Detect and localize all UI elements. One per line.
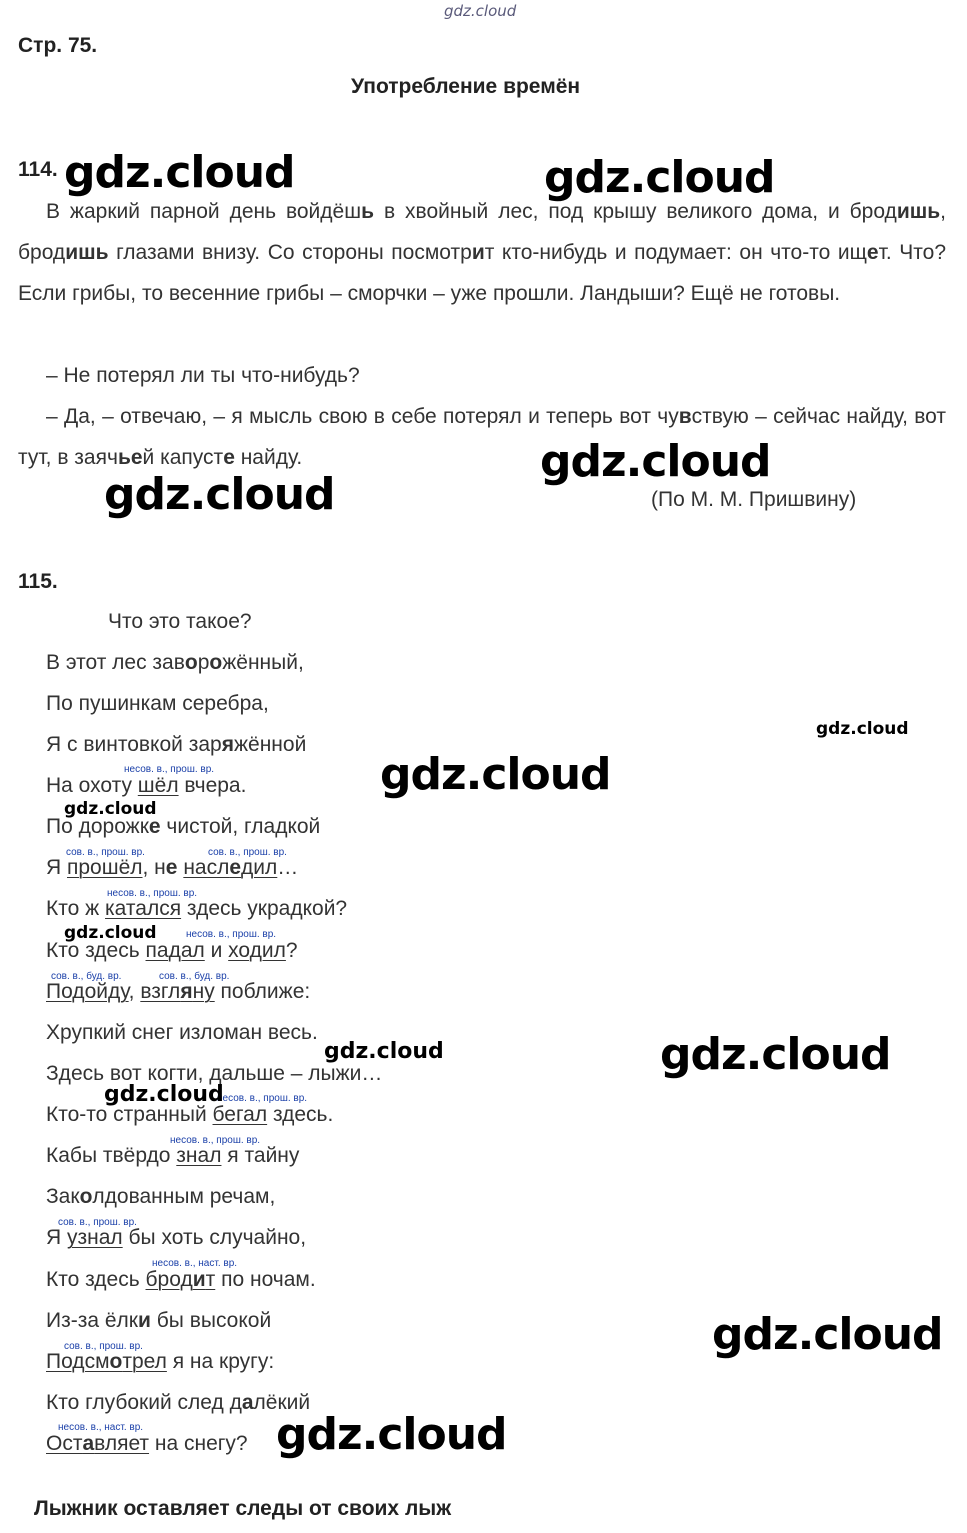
watermark: gdz.cloud	[544, 152, 775, 203]
grammar-note: несов. в., наст. вр.	[58, 1422, 144, 1433]
ex114-dialogue-line: – Не потерял ли ты что-нибудь?	[46, 364, 360, 387]
grammar-note: сов. в., прош. вр.	[66, 847, 145, 858]
top-watermark: gdz.cloud	[444, 2, 517, 20]
grammar-note: несов. в., прош. вр.	[217, 1093, 308, 1104]
poem-line: Кто глубокий след далёкий	[46, 1391, 311, 1414]
poem-line: Подсмотрел я на кругу:	[46, 1350, 275, 1373]
riddle-answer: Лыжник оставляет следы от своих лыж	[34, 1497, 452, 1520]
poem-line: Я узнал бы хоть случайно,	[46, 1226, 307, 1249]
watermark: gdz.cloud	[64, 923, 157, 943]
grammar-note: сов. в., прош. вр.	[58, 1217, 137, 1228]
watermark: gdz.cloud	[64, 147, 295, 198]
ex114-paragraph-1: В жаркий парной день войдёшь в хвойный лес, под крышу великого дома, и бродишь, бродишь глазами внизу. Со стороны посмотрит кто-нибудь и подумает: он что-то ищет. Что? Если грибы, то весенние грибы – сморчки – уже прошли. Ландыши? Ещё не готовы.	[18, 200, 946, 305]
ex114-attribution: (По М. М. Пришвину)	[651, 488, 857, 511]
poem-line: Я с винтовкой заряжённой	[46, 733, 307, 756]
section-title: Употребление времён	[351, 75, 581, 98]
poem-line: Кто здесь падал и ходил?	[46, 939, 298, 962]
watermark: gdz.cloud	[324, 1039, 444, 1064]
grammar-note: несов. в., прош. вр.	[107, 888, 198, 899]
watermark: gdz.cloud	[276, 1409, 507, 1460]
watermark: gdz.cloud	[104, 469, 335, 520]
poem-line: Из-за ёлки бы высокой	[46, 1309, 272, 1332]
grammar-note: сов. в., прош. вр.	[64, 1341, 143, 1352]
watermark: gdz.cloud	[380, 749, 611, 800]
poem-line: В этот лес заворожённый,	[46, 651, 304, 674]
watermark: gdz.cloud	[540, 436, 771, 487]
ex114-paragraph-3: – Да, – отвечаю, – я мысль свою в себе потерял и теперь вот чувствую – сейчас найду, вот тут, в заячьей капусте найду.	[18, 405, 947, 469]
watermark: gdz.cloud	[816, 719, 909, 739]
poem-line: По пушинкам серебра,	[46, 692, 269, 715]
page-label: Стр. 75.	[18, 34, 98, 57]
poem-line: Подойду, взгляну поближе:	[46, 980, 311, 1003]
grammar-note: сов. в., буд. вр.	[159, 971, 230, 982]
exercise-115-number: 115.	[18, 570, 58, 593]
watermark: gdz.cloud	[712, 1309, 943, 1360]
poem-title: Что это такое?	[108, 610, 252, 633]
poem-line: Оставляет на снегу?	[46, 1432, 248, 1455]
poem-line: Кто здесь бродит по ночам.	[46, 1268, 316, 1291]
grammar-note: сов. в., прош. вр.	[208, 847, 287, 858]
grammar-note: несов. в., прош. вр.	[170, 1135, 261, 1146]
poem-line: Я прошёл, не наследил…	[46, 856, 299, 879]
poem-line: Хрупкий снег изломан весь.	[46, 1021, 318, 1044]
grammar-note: несов. в., наст. вр.	[152, 1258, 238, 1269]
poem-line: По дорожке чистой, гладкой	[46, 815, 321, 838]
grammar-note: несов. в., прош. вр.	[124, 764, 215, 775]
grammar-note: несов. в., прош. вр.	[186, 929, 277, 940]
exercise-114-number: 114.	[18, 158, 58, 181]
watermark: gdz.cloud	[660, 1029, 891, 1080]
watermark: gdz.cloud	[64, 799, 157, 819]
poem-line: Здесь вот когти, дальше – лыжи…	[46, 1062, 383, 1085]
poem-line: Кабы твёрдо знал я тайну	[46, 1144, 300, 1167]
watermark: gdz.cloud	[104, 1082, 224, 1107]
grammar-note: сов. в., буд. вр.	[51, 971, 122, 982]
poem-line: Кто-то странный бегал здесь.	[46, 1103, 334, 1126]
poem-line: Заколдованным речам,	[46, 1185, 276, 1208]
poem-line: Кто ж катался здесь украдкой?	[46, 897, 348, 920]
poem-line: На охоту шёл вчера.	[46, 774, 247, 797]
